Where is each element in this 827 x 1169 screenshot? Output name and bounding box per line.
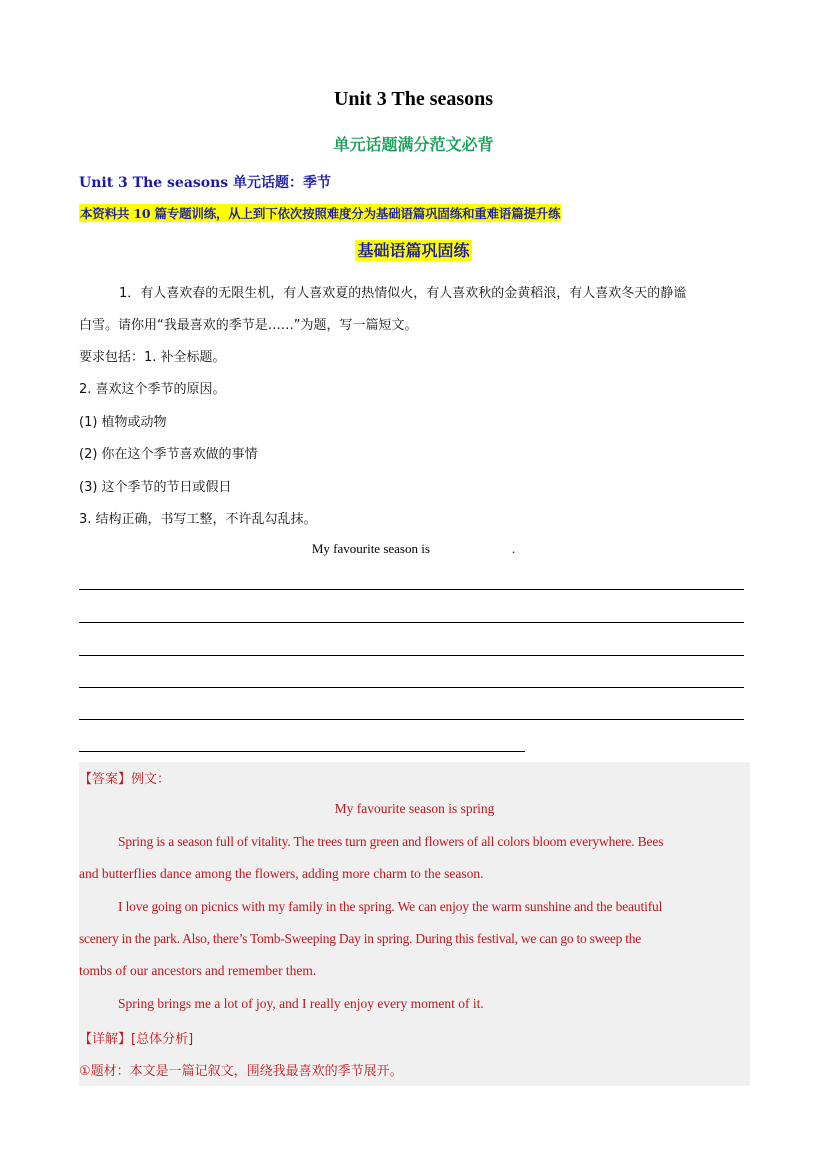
section-heading-label: 基础语篇巩固练 xyxy=(357,241,470,260)
writing-line[interactable] xyxy=(79,622,744,623)
section-heading xyxy=(0,238,827,261)
answer-paragraph-line: I love going on picnics with my family in the spring. We can enjoy the warm sunshine and the beautiful xyxy=(118,899,663,914)
answer-paragraph-line: Spring brings me a lot of joy, and I really enjoy every moment of it. xyxy=(118,996,484,1011)
writing-line[interactable] xyxy=(79,719,744,720)
essay-title-period: . xyxy=(511,541,516,556)
essay-title-text: My favourite season is xyxy=(311,541,430,556)
detail-label: 【详解】 xyxy=(79,1032,132,1047)
answer-essay-title: My favourite season is spring xyxy=(334,801,495,816)
unit-topic-heading: Unit 3 The seasons 单元话题：季节 xyxy=(79,175,332,191)
writing-line[interactable] xyxy=(79,589,744,590)
document-subtitle: 单元话题满分范文必背 xyxy=(333,135,494,154)
requirement-item: (1) 植物或动物 xyxy=(79,415,167,430)
requirement-item: (3) 这个季节的节日或假日 xyxy=(79,480,232,495)
essay-title-prompt xyxy=(0,541,827,557)
writing-line[interactable] xyxy=(79,687,744,688)
document-title: Unit 3 The seasons xyxy=(333,88,494,110)
answer-paragraph-line: tombs of our ancestors and remember them. xyxy=(79,963,317,978)
writing-line[interactable] xyxy=(79,655,744,656)
answer-paragraph-line: and butterflies dance among the flowers, adding more charm to the season. xyxy=(79,866,484,881)
requirement-item: 3. 结构正确，书写工整，不许乱勾乱抹。 xyxy=(79,512,317,527)
answer-label: 【答案】例文： xyxy=(79,772,171,787)
requirement-item: 2. 喜欢这个季节的原因。 xyxy=(79,382,226,397)
analysis-line: ①题材：本文是一篇记叙文，围绕我最喜欢的季节展开。 xyxy=(79,1064,403,1079)
detail-heading xyxy=(79,1028,739,1047)
requirement-item: (2) 你在这个季节喜欢做的事情 xyxy=(79,447,258,462)
question-line-2: 白雪。请你用“我最喜欢的季节是……”为题，写一篇短文。 xyxy=(79,318,418,333)
resource-note: 本资料共 10 篇专题训练，从上到下依次按照难度分为基础语篇巩固练和重难语篇提升练 xyxy=(80,206,561,221)
question-line-1: 1．有人喜欢春的无限生机，有人喜欢夏的热情似火，有人喜欢秋的金黄稻浪，有人喜欢冬天的静谧 xyxy=(119,286,687,301)
answer-paragraph-line: Spring is a season full of vitality. The trees turn green and flowers of all colors bloom everywhere. Bees xyxy=(118,834,664,849)
requirement-item: 要求包括：1. 补全标题。 xyxy=(79,350,226,365)
answer-paragraph-line: scenery in the park. Also, there’s Tomb-Sweeping Day in spring. During this festival, we can go to sweep the xyxy=(79,931,641,946)
writing-line[interactable] xyxy=(79,751,525,752)
detail-sub-label: [总体分析] xyxy=(131,1032,194,1047)
